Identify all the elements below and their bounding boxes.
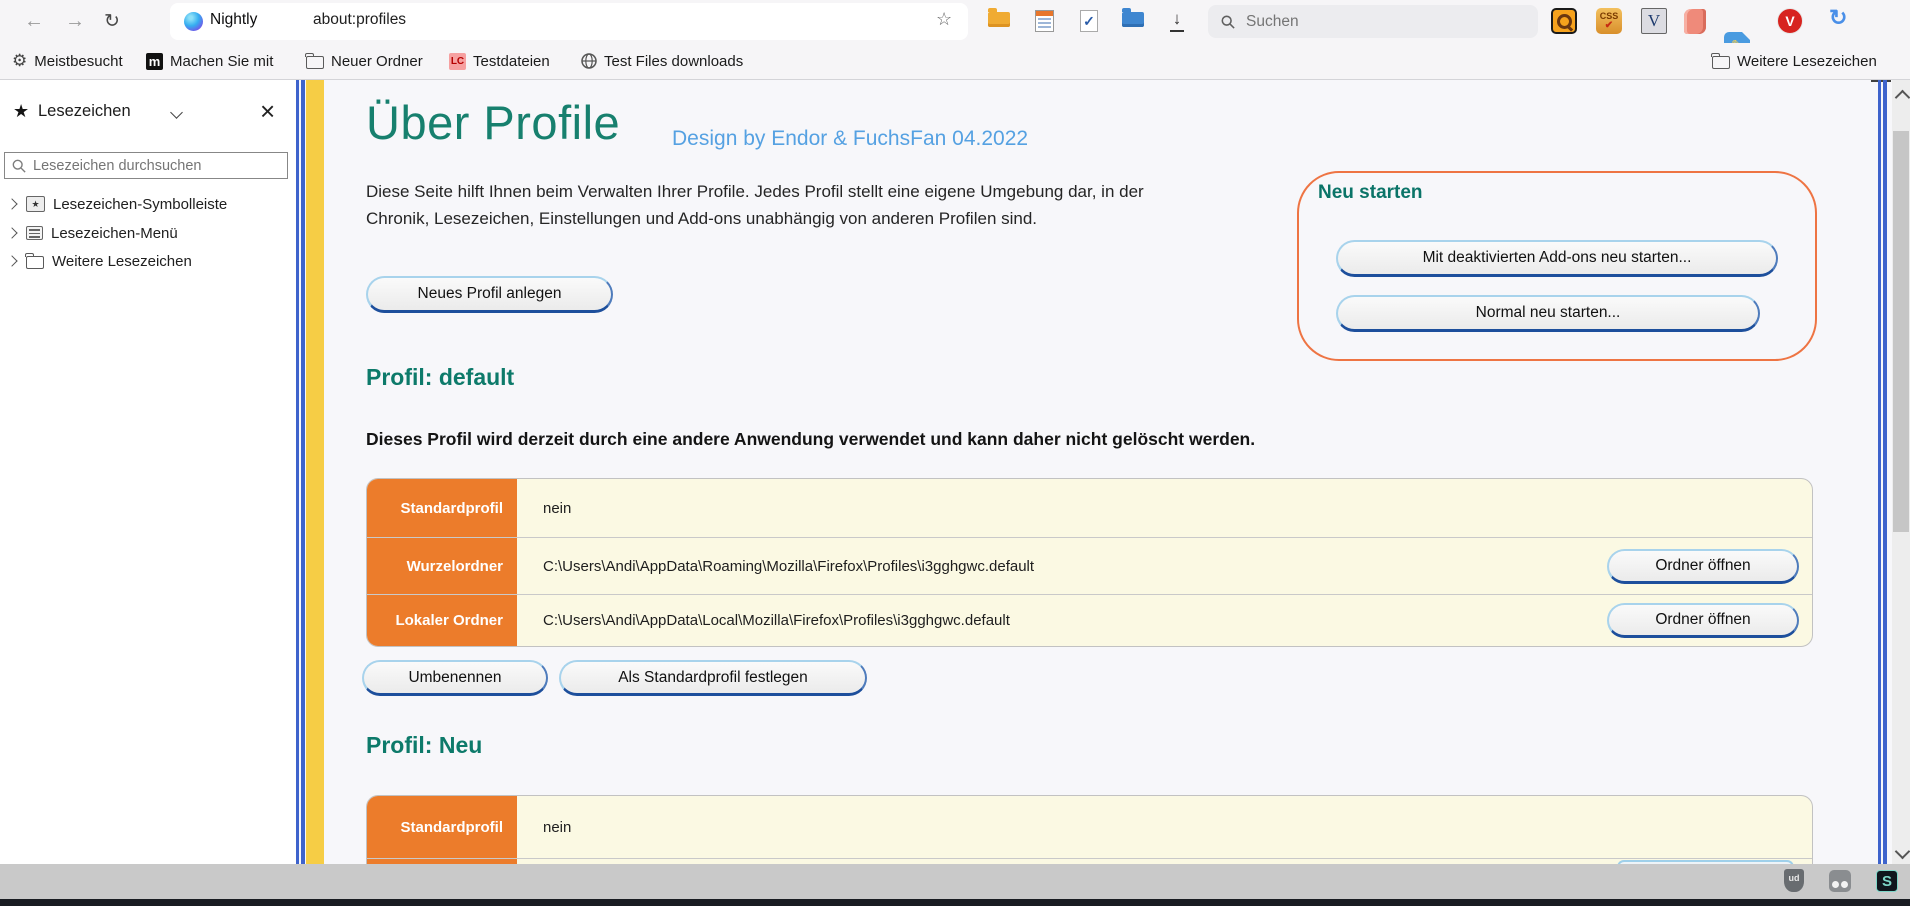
firefox-nightly-icon: [184, 12, 203, 31]
row-label: Standardprofil: [367, 796, 517, 858]
table-row: [367, 479, 1812, 537]
bookmark-meistbesucht[interactable]: ⚙ Meistbesucht: [12, 51, 123, 70]
chevron-right-icon[interactable]: [6, 198, 17, 209]
table-row: [367, 594, 1812, 646]
back-icon[interactable]: ←: [24, 10, 44, 32]
chevron-right-icon[interactable]: [6, 227, 17, 238]
profile-neu-heading: Profil: Neu: [366, 732, 483, 758]
reload-icon[interactable]: ↻: [104, 11, 120, 32]
profile-default-table: [366, 478, 1813, 647]
download-icon[interactable]: ↓: [1168, 9, 1186, 33]
bookmark-star-icon[interactable]: ☆: [936, 9, 953, 29]
sidebar-search-input[interactable]: [31, 157, 275, 175]
bookmarks-menu-icon: [26, 226, 43, 240]
sidebar-close-icon[interactable]: ×: [260, 96, 276, 126]
v-letter-extension-icon[interactable]: V: [1641, 8, 1667, 34]
m-badge-icon: m: [146, 53, 163, 70]
rename-button[interactable]: Umbenennen: [362, 660, 548, 696]
row-label: Wurzelordner: [367, 538, 517, 594]
search-input[interactable]: [1244, 12, 1508, 32]
shield-icon[interactable]: ud: [1784, 869, 1804, 892]
search-icon: [1221, 15, 1235, 29]
sidebar-search-box[interactable]: [4, 152, 288, 179]
sidebar-item-weitere[interactable]: Weitere Lesezeichen: [4, 247, 192, 275]
row-label: Standardprofil: [367, 479, 517, 537]
left-border-stripe: [301, 80, 305, 864]
url-text[interactable]: about:profiles: [313, 11, 407, 28]
bookmark-testdateien[interactable]: LC Testdateien: [450, 52, 550, 70]
scrollbar-thumb[interactable]: [1893, 131, 1909, 532]
restart-disabled-addons-button[interactable]: Mit deaktivierten Add-ons neu starten...: [1336, 240, 1778, 277]
row-value: nein: [543, 818, 572, 836]
sync-icon[interactable]: ↻: [1829, 5, 1848, 30]
bookmark-machen-sie-mit[interactable]: m Machen Sie mit: [146, 43, 273, 79]
bookmarks-toolbar: [0, 43, 1910, 80]
gear-icon: ⚙: [12, 51, 28, 70]
bookmarks-toolbar-icon: ★: [26, 196, 45, 212]
bookmark-neuer-ordner[interactable]: Neuer Ordner: [306, 43, 423, 79]
stylus-icon[interactable]: S: [1876, 870, 1898, 892]
sidebar-star-icon: ★: [13, 101, 30, 121]
right-border-stripe: [1883, 80, 1887, 864]
bookmark-test-files-downloads[interactable]: Test Files downloads: [581, 43, 743, 79]
chevron-right-icon[interactable]: [6, 255, 17, 266]
orange-magnifier-extension-icon[interactable]: [1551, 8, 1577, 34]
script-scroll-extension-icon[interactable]: [1684, 9, 1706, 34]
left-yellow-stripe: [306, 80, 324, 864]
row-value: C:\Users\Andi\AppData\Local\Mozilla\Firefox\Profiles\i3gghgwc.default Ordner öffnen: [517, 595, 1812, 646]
right-border-stripe: [1878, 80, 1881, 864]
open-folder-icon[interactable]: [988, 12, 1010, 27]
lc-badge-icon: LC: [449, 53, 466, 70]
restart-panel-title: Neu starten: [1318, 182, 1423, 203]
profile-default-heading: Profil: default: [366, 364, 515, 390]
sidebar-title[interactable]: Lesezeichen: [38, 102, 131, 120]
profile-in-use-warning: Dieses Profil wird derzeit durch eine andere Anwendung verwendet und kann daher nicht gelöscht werden.: [366, 429, 1256, 449]
w3c-validator-icon[interactable]: ✓: [1080, 10, 1098, 32]
globe-icon: [581, 53, 597, 69]
intro-text-line2: Chronik, Lesezeichen, Einstellungen und Add-ons unabhängig von anderen Profilen sind.: [366, 209, 1038, 228]
set-default-profile-button[interactable]: Als Standardprofil festlegen: [559, 660, 867, 696]
open-root-folder-button[interactable]: Ordner öffnen: [1607, 549, 1799, 584]
row-label: Lokaler Ordner: [367, 595, 517, 646]
forward-icon[interactable]: →: [65, 10, 85, 32]
tab-title[interactable]: Nightly: [210, 11, 258, 28]
left-border-stripe: [296, 80, 299, 864]
status-bar: [0, 864, 1910, 899]
open-local-folder-button[interactable]: Ordner öffnen: [1607, 603, 1799, 638]
folder-icon: [306, 56, 324, 69]
row-value: nein: [543, 499, 572, 517]
navigation-toolbar: [0, 0, 1910, 43]
folder-icon: [1712, 56, 1730, 69]
taskbar-edge: [0, 899, 1910, 906]
page-subtitle: Design by Endor & FuchsFan 04.2022: [672, 127, 1029, 150]
intro-text-line1: Diese Seite hilft Ihnen beim Verwalten Ihrer Profile. Jedes Profil stellt eine eigene Umgebung dar, in der: [366, 182, 1144, 201]
folder-icon: [26, 256, 44, 269]
css-validator-extension-icon[interactable]: CSS ✔: [1596, 8, 1622, 34]
page-title: Über Profile: [366, 96, 621, 149]
table-row: [367, 796, 1812, 858]
robot-icon[interactable]: [1829, 870, 1851, 892]
table-row: [367, 537, 1812, 594]
row-value: C:\Users\Andi\AppData\Roaming\Mozilla\Firefox\Profiles\i3gghgwc.default Ordner öffnen: [517, 538, 1812, 594]
create-profile-button[interactable]: Neues Profil anlegen: [366, 276, 613, 313]
sidebar-item-menu[interactable]: Lesezeichen-Menü: [4, 219, 178, 247]
blue-folder-icon[interactable]: [1122, 12, 1144, 27]
restart-normal-button[interactable]: Normal neu starten...: [1336, 295, 1760, 332]
bookmark-weitere-lesezeichen[interactable]: Weitere Lesezeichen: [1712, 43, 1877, 79]
sidebar-item-symbolleiste[interactable]: ★ Lesezeichen-Symbolleiste: [4, 190, 227, 218]
url-bar[interactable]: [170, 3, 968, 40]
profile-neu-table: [366, 795, 1813, 864]
table-tool-icon[interactable]: [1035, 10, 1054, 32]
search-icon: [12, 159, 26, 173]
toolbar-search[interactable]: [1208, 5, 1538, 38]
red-v-extension-icon[interactable]: V: [1777, 8, 1803, 34]
